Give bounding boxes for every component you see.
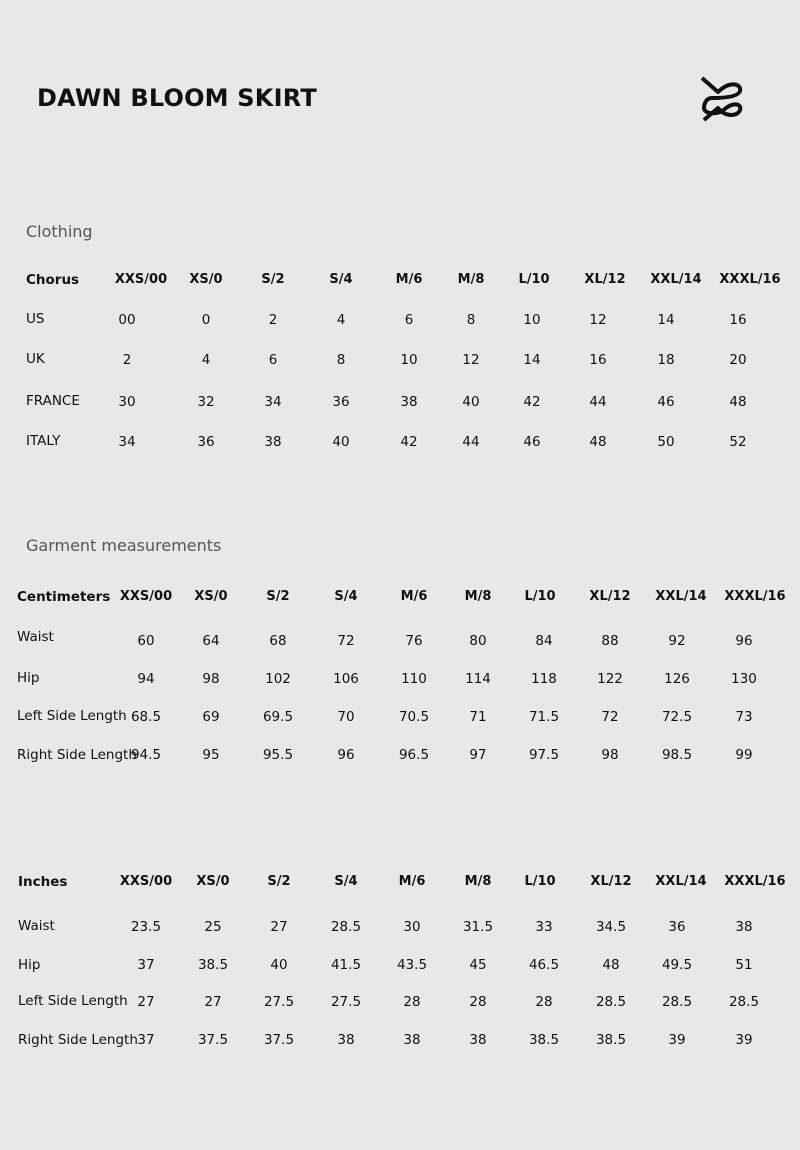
size-column-header: XXS/00 [114,272,168,287]
table-cell: 27.5 [263,994,295,1010]
table-cell: 69 [202,709,220,725]
table-unit-header: Inches [18,874,68,890]
table-cell: 97.5 [528,747,560,763]
table-cell: 28 [535,994,553,1010]
table-cell: 45 [469,957,487,973]
table-cell: 14 [523,352,541,368]
size-column-header: XL/12 [584,272,626,287]
table-cell: 97 [469,747,487,763]
table-cell: 00 [118,312,136,328]
brand-loop-logo-icon [696,74,744,122]
size-column-header: S/2 [261,272,285,287]
table-cell: 40 [332,434,350,450]
table-cell: 36 [668,919,686,935]
table-cell: 30 [118,394,136,410]
row-label: US [26,311,45,327]
table-cell: 50 [657,434,675,450]
row-label: Right Side Length [17,747,137,763]
table-cell: 95.5 [262,747,294,763]
table-cell: 76 [405,633,423,649]
table-cell: 38.5 [595,1032,627,1048]
table-cell: 98 [202,671,220,687]
table-cell: 32 [197,394,215,410]
table-cell: 43.5 [396,957,428,973]
row-label: Waist [18,918,55,934]
size-column-header: S/2 [267,874,291,889]
row-label: Hip [18,957,41,973]
table-cell: 44 [462,434,480,450]
table-cell: 38 [469,1032,487,1048]
table-cell: 28 [403,994,421,1010]
size-column-header: XXXL/16 [724,874,786,889]
table-cell: 39 [668,1032,686,1048]
table-cell: 18 [657,352,675,368]
size-column-header: M/6 [395,272,423,287]
table-cell: 2 [268,312,278,328]
table-cell: 44 [589,394,607,410]
size-column-header: XS/0 [189,272,223,287]
table-cell: 96 [337,747,355,763]
size-column-header: M/6 [400,589,428,604]
row-label: ITALY [26,433,61,449]
table-cell: 34 [264,394,282,410]
table-cell: 92 [668,633,686,649]
clothing-section-title: Clothing [26,222,93,241]
row-label: UK [26,351,45,367]
table-cell: 34.5 [595,919,627,935]
table-cell: 64 [202,633,220,649]
table-cell: 14 [657,312,675,328]
table-cell: 27.5 [330,994,362,1010]
table-cell: 4 [201,352,211,368]
table-cell: 126 [664,671,690,687]
table-cell: 12 [462,352,480,368]
table-cell: 46 [523,434,541,450]
table-cell: 28 [469,994,487,1010]
table-cell: 31.5 [462,919,494,935]
table-cell: 70 [337,709,355,725]
table-cell: 20 [729,352,747,368]
table-cell: 27 [270,919,288,935]
table-cell: 106 [333,671,359,687]
table-cell: 49.5 [661,957,693,973]
table-cell: 28.5 [661,994,693,1010]
table-cell: 40 [270,957,288,973]
table-cell: 10 [523,312,541,328]
table-cell: 68 [269,633,287,649]
table-cell: 38 [400,394,418,410]
size-column-header: L/10 [524,589,556,604]
size-column-header: S/4 [334,589,358,604]
table-cell: 102 [265,671,291,687]
table-cell: 52 [729,434,747,450]
table-cell: 94.5 [130,747,162,763]
table-cell: 48 [729,394,747,410]
table-cell: 72 [337,633,355,649]
table-cell: 38.5 [197,957,229,973]
table-cell: 96.5 [398,747,430,763]
table-cell: 38 [735,919,753,935]
table-cell: 96 [735,633,753,649]
table-cell: 8 [466,312,476,328]
table-cell: 40 [462,394,480,410]
table-cell: 68.5 [130,709,162,725]
table-cell: 88 [601,633,619,649]
table-cell: 51 [735,957,753,973]
size-column-header: XXXL/16 [724,589,786,604]
table-cell: 84 [535,633,553,649]
row-label: Left Side Length [18,993,128,1009]
size-column-header: XXL/14 [650,272,702,287]
table-cell: 38.5 [528,1032,560,1048]
table-cell: 8 [336,352,346,368]
table-cell: 122 [597,671,623,687]
table-cell: 2 [122,352,132,368]
table-cell: 71.5 [528,709,560,725]
table-cell: 36 [332,394,350,410]
table-cell: 98 [601,747,619,763]
size-column-header: XXS/00 [119,874,173,889]
table-cell: 28.5 [728,994,760,1010]
table-cell: 6 [404,312,414,328]
table-cell: 46 [657,394,675,410]
table-cell: 48 [602,957,620,973]
size-column-header: M/6 [398,874,426,889]
size-column-header: L/10 [518,272,550,287]
size-column-header: XXS/00 [119,589,173,604]
table-cell: 38 [403,1032,421,1048]
table-cell: 23.5 [130,919,162,935]
table-cell: 25 [204,919,222,935]
size-column-header: XS/0 [194,589,228,604]
table-cell: 37.5 [197,1032,229,1048]
row-label: Right Side Length [18,1032,138,1048]
table-cell: 36 [197,434,215,450]
table-cell: 48 [589,434,607,450]
size-column-header: XL/12 [589,589,631,604]
table-cell: 4 [336,312,346,328]
table-cell: 16 [589,352,607,368]
table-cell: 28.5 [595,994,627,1010]
table-cell: 98.5 [661,747,693,763]
table-cell: 6 [268,352,278,368]
table-cell: 95 [202,747,220,763]
table-cell: 34 [118,434,136,450]
size-column-header: XXL/14 [655,589,707,604]
garment-section-title: Garment measurements [26,536,222,555]
row-label: Hip [17,670,40,686]
size-column-header: S/2 [266,589,290,604]
table-unit-header: Centimeters [17,589,111,605]
table-cell: 72.5 [661,709,693,725]
page-title: DAWN BLOOM SKIRT [37,84,317,112]
row-label: Waist [17,629,54,645]
size-column-header: L/10 [524,874,556,889]
size-column-header: XL/12 [590,874,632,889]
size-column-header: S/4 [334,874,358,889]
table-cell: 110 [401,671,427,687]
size-column-header: S/4 [329,272,353,287]
table-cell: 130 [731,671,757,687]
size-column-header: XS/0 [196,874,230,889]
size-column-header: XXXL/16 [719,272,781,287]
table-cell: 10 [400,352,418,368]
size-column-header: M/8 [457,272,485,287]
table-cell: 94 [137,671,155,687]
table-cell: 39 [735,1032,753,1048]
table-cell: 12 [589,312,607,328]
table-cell: 33 [535,919,553,935]
size-column-header: M/8 [464,874,492,889]
table-cell: 0 [201,312,211,328]
table-cell: 60 [137,633,155,649]
table-cell: 118 [531,671,557,687]
table-cell: 28.5 [330,919,362,935]
table-cell: 46.5 [528,957,560,973]
table-cell: 114 [465,671,491,687]
table-unit-header: Chorus [26,272,80,288]
table-cell: 42 [400,434,418,450]
table-cell: 37 [137,957,155,973]
table-cell: 71 [469,709,487,725]
table-cell: 38 [337,1032,355,1048]
table-cell: 41.5 [330,957,362,973]
table-cell: 80 [469,633,487,649]
size-column-header: M/8 [464,589,492,604]
table-cell: 72 [601,709,619,725]
table-cell: 38 [264,434,282,450]
table-cell: 73 [735,709,753,725]
table-cell: 30 [403,919,421,935]
table-cell: 27 [204,994,222,1010]
table-cell: 70.5 [398,709,430,725]
table-cell: 69.5 [262,709,294,725]
table-cell: 99 [735,747,753,763]
table-cell: 16 [729,312,747,328]
table-cell: 37.5 [263,1032,295,1048]
size-column-header: XXL/14 [655,874,707,889]
table-cell: 27 [137,994,155,1010]
row-label: FRANCE [26,393,80,409]
row-label: Left Side Length [17,708,127,724]
table-cell: 37 [137,1032,155,1048]
table-cell: 42 [523,394,541,410]
